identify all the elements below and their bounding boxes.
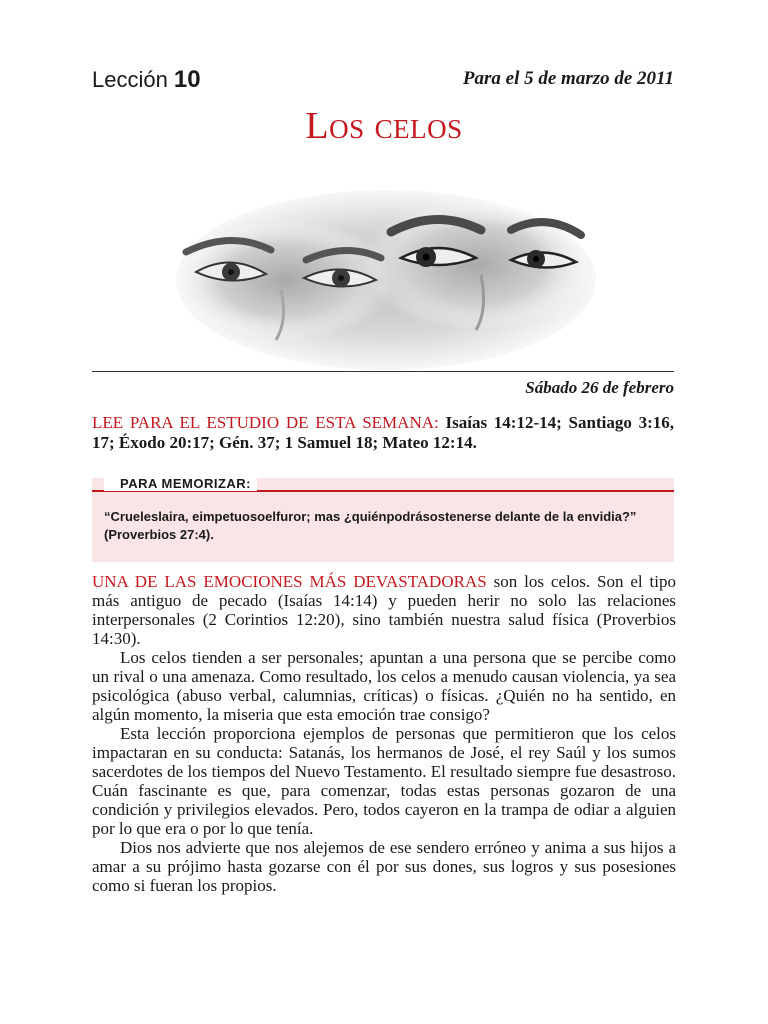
lesson-date: Para el 5 de marzo de 2011 — [462, 68, 674, 89]
study-references — [92, 413, 674, 453]
memory-verse-text: “Crueleslaira, eimpetuosoelfuror; mas ¿quiénpodrásostenerse delante de la envidia?” (Proverbios 27:4). — [104, 509, 637, 542]
study-refs: Isaías 14:12-14; Santiago 3:16, 17; Éxodo 20:17; Gén. 37; 1 Samuel 18; Mateo 12:14. — [92, 413, 674, 452]
memory-verse-box — [92, 478, 674, 562]
page-title: Los celos — [305, 105, 463, 147]
lesson-word: Lección — [92, 67, 168, 92]
body-lead: UNA DE LAS EMOCIONES MÁS DEVASTADORAS — [92, 572, 487, 591]
body-paragraph-3: Esta lección proporciona ejemplos de personas que permitieron que los celos impactaran en su conducta: Satanás, los hermanos de José, el rey Saúl y los sumos sacerdotes de los tiempos del Nuevo Testamento. El resultado siempre fue desastroso. Cuán fascinante es que, para comenzar, todas estas personas gozaron de una condición y privilegios elevados. Pero, todos cayeron en la trampa de odiar a alguien por lo que era o por lo que tenía. — [92, 724, 676, 838]
lesson-number: 10 — [173, 66, 201, 93]
lesson-label — [92, 66, 201, 94]
body-paragraph-4: Dios nos advierte que nos alejemos de ese sendero erróneo y anima a sus hijos a amar a su prójimo hasta gozarse con él por sus dones, sus logros y sus posesiones como si fueran los propios. — [92, 838, 676, 895]
section-divider — [92, 371, 674, 372]
lesson-body — [92, 572, 676, 895]
eyes-illustration-icon — [176, 180, 596, 370]
body-paragraph-2: Los celos tienden a ser personales; apuntan a una persona que se percibe como un rival o una amenaza. Como resultado, los celos a menudo causan violencia, ya sea psicológica (abuso verbal, calumnias, críticas) o físicas. ¿Quién no ha sentido, en algún momento, la miseria que esta emoción trae consigo? — [92, 648, 676, 724]
memory-verse-label: PARA MEMORIZAR: — [104, 476, 257, 491]
day-heading: Sábado 26 de febrero — [525, 378, 674, 397]
body-paragraph-1 — [92, 572, 676, 648]
body-p1-rest: son los celos. Son el tipo más antiguo de pecado (Isaías 14:14) y pueden herir no solo las relaciones interpersonales (2 Corintios 12:20), sino también nuestra salud física (Proverbios 14:30). — [92, 572, 676, 648]
lesson-header — [92, 62, 674, 96]
study-lead: LEE PARA EL ESTUDIO DE ESTA SEMANA: — [92, 413, 439, 432]
